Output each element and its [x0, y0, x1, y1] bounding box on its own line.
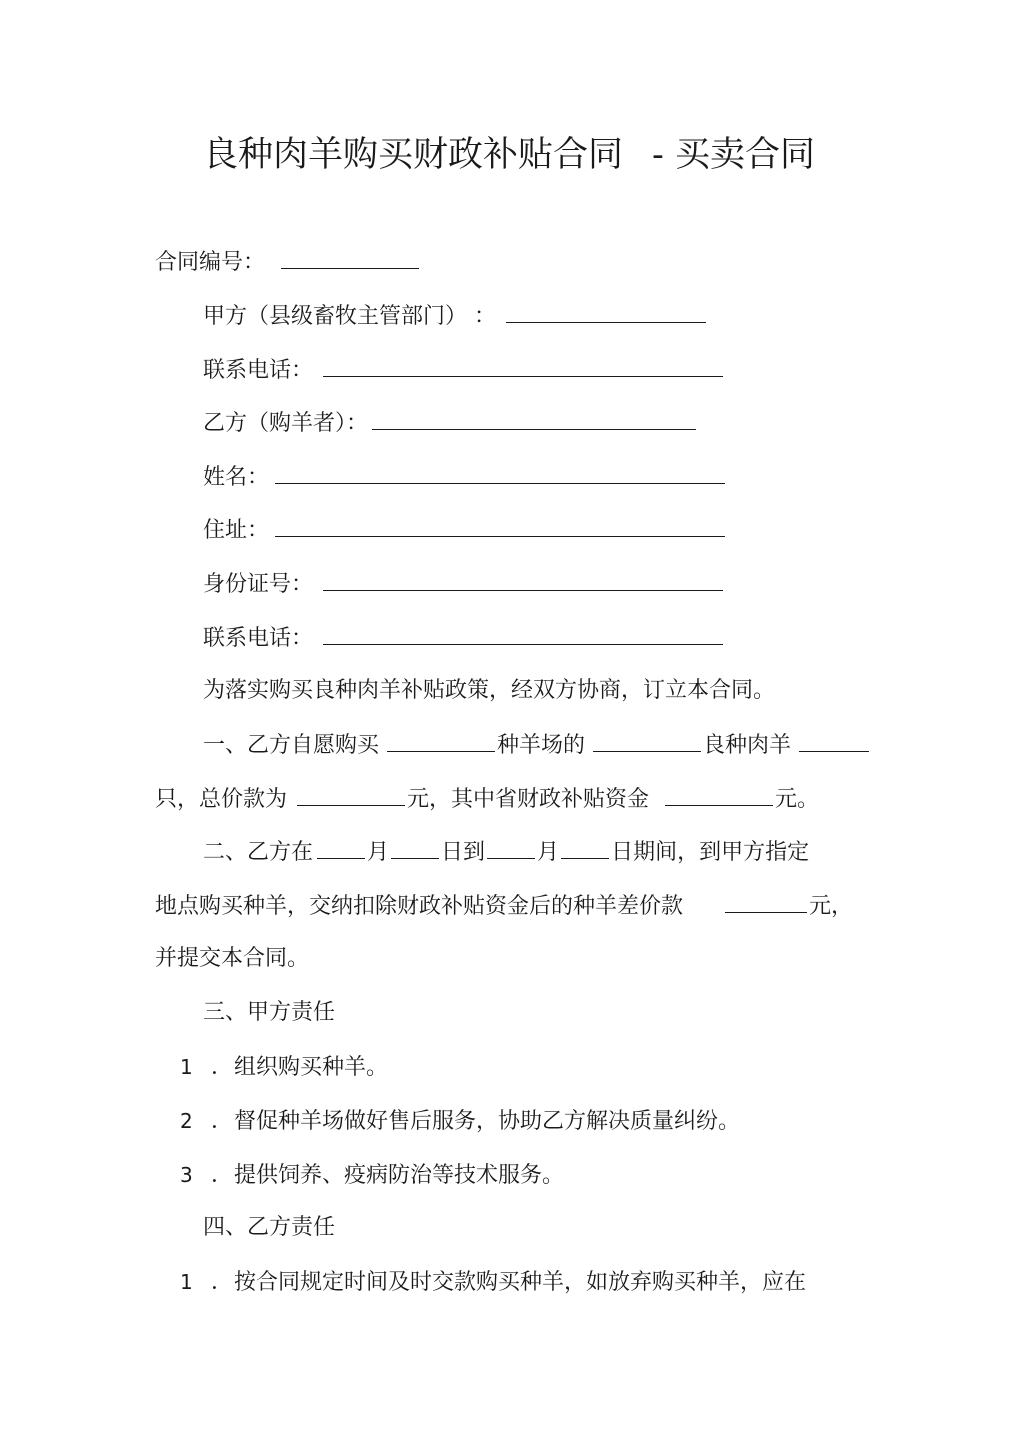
clause-2-text-a: 二、乙方在: [203, 840, 314, 865]
item-number: 1: [180, 1270, 193, 1294]
item-number: 1: [180, 1055, 193, 1079]
section-4-item-1: [180, 1266, 806, 1298]
clause-2-yuan: 元，: [809, 894, 854, 919]
title-sub: - 买卖合同: [652, 135, 815, 175]
party-a-phone-blank[interactable]: [323, 354, 723, 377]
total-price-blank[interactable]: [297, 783, 405, 806]
farm-name-blank[interactable]: [387, 729, 495, 752]
id-number-label: 身份证号：: [203, 572, 314, 597]
clause-1-text-f: 元。: [775, 787, 820, 812]
clause-1-text-d: 只，总价款为: [155, 787, 288, 812]
clause-1-line-1: [203, 729, 871, 761]
party-a-phone-row: [203, 354, 725, 386]
clause-2-day-period: 日期间，到甲方指定: [611, 840, 810, 865]
clause-2-day-to: 日到: [441, 840, 486, 865]
item-dot: ．: [210, 1055, 233, 1080]
clause-1-text-a: 一、乙方自愿购买: [203, 733, 380, 758]
clause-1-line-2: [155, 783, 819, 815]
start-day-blank[interactable]: [391, 836, 439, 859]
clause-1-text-c: 良种肉羊: [703, 733, 792, 758]
item-text: 按合同规定时间及时交款购买种羊，如放弃购买种羊，应在: [234, 1270, 807, 1295]
item-text: 提供饲养、疫病防治等技术服务。: [234, 1163, 565, 1188]
party-a-label: 甲方（县级畜牧主管部门） ：: [203, 304, 496, 329]
intro-paragraph: 为落实购买良种肉羊补贴政策，经双方协商，订立本合同。: [203, 678, 776, 703]
name-blank[interactable]: [275, 461, 725, 484]
start-month-blank[interactable]: [317, 836, 365, 859]
party-b-phone-blank[interactable]: [323, 622, 723, 645]
address-row: [203, 514, 727, 546]
item-text: 组织购买种羊。: [234, 1055, 389, 1080]
party-b-label: 乙方（购羊者）：: [203, 411, 369, 436]
title-main: 良种肉羊购买财政补贴合同: [203, 135, 624, 175]
clause-2-line-2: [155, 890, 853, 922]
name-row: [203, 461, 727, 493]
name-label: 姓名：: [203, 465, 270, 490]
id-number-blank[interactable]: [323, 568, 723, 591]
clause-2-month-2: 月: [537, 840, 560, 865]
address-label: 住址：: [203, 518, 270, 543]
party-b-blank[interactable]: [372, 407, 696, 430]
party-a-row: [203, 300, 708, 332]
contract-number-blank[interactable]: [281, 246, 419, 269]
clause-2-month-1: 月: [367, 840, 390, 865]
item-dot: ．: [210, 1163, 233, 1188]
address-blank[interactable]: [275, 514, 725, 537]
section-3-item-1: [180, 1051, 388, 1083]
section-4-heading: 四、乙方责任: [203, 1215, 336, 1240]
party-b-phone-label: 联系电话：: [203, 626, 314, 651]
item-number: 3: [180, 1163, 193, 1187]
end-day-blank[interactable]: [561, 836, 609, 859]
contract-number-row: [155, 246, 421, 278]
clause-2-line-3: 并提交本合同。: [155, 946, 310, 971]
item-text: 督促种羊场做好售后服务，协助乙方解决质量纠纷。: [234, 1109, 741, 1134]
price-difference-blank[interactable]: [725, 890, 807, 913]
id-number-row: [203, 568, 725, 600]
clause-2-text-b: 地点购买种羊，交纳扣除财政补贴资金后的种羊差价款: [155, 894, 684, 919]
section-3-item-2: [180, 1105, 740, 1137]
party-b-phone-row: [203, 622, 725, 654]
clause-1-text-b: 种羊场的: [497, 733, 586, 758]
party-a-blank[interactable]: [506, 300, 706, 323]
section-3-heading: 三、甲方责任: [203, 1000, 336, 1025]
breed-blank[interactable]: [593, 729, 701, 752]
item-number: 2: [180, 1109, 193, 1133]
party-a-phone-label: 联系电话：: [203, 358, 314, 383]
item-dot: ．: [210, 1109, 233, 1134]
end-month-blank[interactable]: [487, 836, 535, 859]
contract-number-label: 合同编号：: [155, 250, 266, 275]
quantity-blank[interactable]: [799, 729, 869, 752]
subsidy-blank[interactable]: [665, 783, 773, 806]
item-dot: ．: [210, 1270, 233, 1295]
clause-2-line-1: [203, 836, 809, 868]
section-3-item-3: [180, 1159, 564, 1191]
clause-1-text-e: 元，其中省财政补贴资金: [407, 787, 650, 812]
party-b-row: [203, 407, 698, 439]
